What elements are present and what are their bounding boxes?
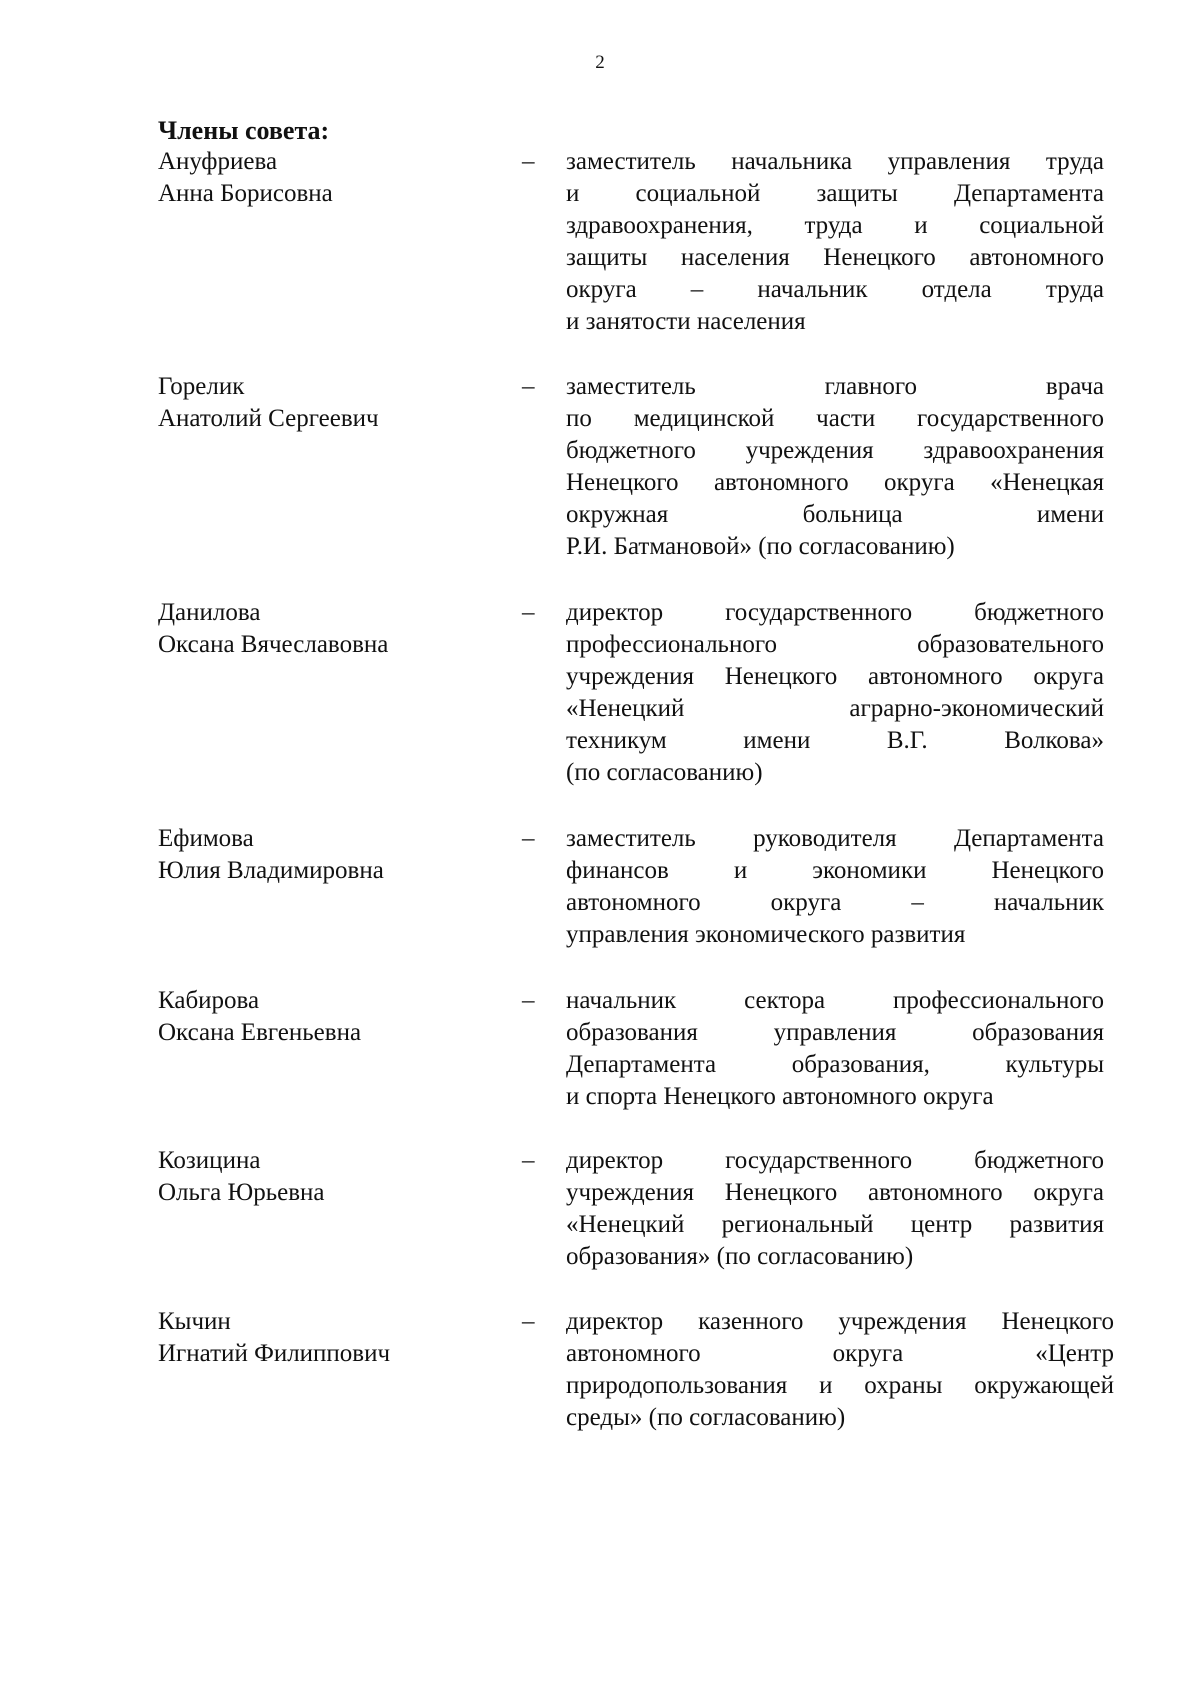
member-role	[566, 1306, 1114, 1434]
role-line: техникум имени В.Г. Волкова»	[566, 727, 1104, 754]
role-line: «Ненецкий аграрно-экономический	[566, 695, 1104, 722]
role-line: начальник сектора профессионального	[566, 987, 1104, 1014]
role-line: природопользования и охраны окружающей	[566, 1372, 1114, 1399]
member-name	[158, 1145, 498, 1209]
role-line: по медицинской части государственного	[566, 405, 1104, 432]
role-line: защиты населения Ненецкого автономного	[566, 244, 1104, 271]
role-line: образования» (по согласованию)	[566, 1243, 914, 1270]
member-name	[158, 146, 498, 210]
member-surname: Данилова	[158, 599, 261, 626]
member-role	[566, 823, 1104, 951]
role-line: автономного округа «Центр	[566, 1340, 1114, 1367]
member-given-name: Игнатий Филиппович	[158, 1340, 391, 1367]
role-line: округа – начальник отдела труда	[566, 276, 1104, 303]
member-name	[158, 371, 498, 435]
member-name	[158, 597, 498, 661]
role-line: образования управления образования	[566, 1019, 1104, 1046]
member-role	[566, 1145, 1104, 1273]
member-name	[158, 985, 498, 1049]
member-surname: Козицина	[158, 1147, 261, 1174]
role-line: учреждения Ненецкого автономного округа	[566, 663, 1104, 690]
member-given-name: Ольга Юрьевна	[158, 1179, 325, 1206]
member-name	[158, 1306, 498, 1370]
role-line: окружная больница имени	[566, 501, 1104, 528]
section-heading: Члены совета:	[158, 116, 330, 145]
role-line: автономного округа – начальник	[566, 889, 1104, 916]
role-line: и занятости населения	[566, 308, 806, 335]
role-line: заместитель начальника управления труда	[566, 148, 1104, 175]
member-surname: Кычин	[158, 1308, 231, 1335]
role-line: Департамента образования, культуры	[566, 1051, 1104, 1078]
member-surname: Ануфриева	[158, 148, 278, 175]
role-line: «Ненецкий региональный центр развития	[566, 1211, 1104, 1238]
member-dash: –	[522, 599, 535, 626]
role-line: учреждения Ненецкого автономного округа	[566, 1179, 1104, 1206]
role-line: директор государственного бюджетного	[566, 1147, 1104, 1174]
page-number: 2	[595, 52, 605, 73]
role-line: Ненецкого автономного округа «Ненецкая	[566, 469, 1104, 496]
role-line: директор государственного бюджетного	[566, 599, 1104, 626]
role-line: директор казенного учреждения Ненецкого	[566, 1308, 1114, 1335]
role-line: управления экономического развития	[566, 921, 966, 948]
role-line: среды» (по согласованию)	[566, 1404, 846, 1431]
member-dash: –	[522, 148, 535, 175]
member-dash: –	[522, 825, 535, 852]
member-role	[566, 146, 1104, 338]
member-dash: –	[522, 373, 535, 400]
member-dash: –	[522, 1147, 535, 1174]
member-surname: Кабирова	[158, 987, 260, 1014]
member-surname: Ефимова	[158, 825, 254, 852]
member-role	[566, 371, 1104, 563]
role-line: бюджетного учреждения здравоохранения	[566, 437, 1104, 464]
member-given-name: Оксана Вячеславовна	[158, 631, 389, 658]
member-dash: –	[522, 987, 535, 1014]
role-line: и спорта Ненецкого автономного округа	[566, 1083, 994, 1110]
member-given-name: Анна Борисовна	[158, 180, 333, 207]
member-role	[566, 985, 1104, 1113]
member-dash: –	[522, 1308, 535, 1335]
role-line: Р.И. Батмановой» (по согласованию)	[566, 533, 955, 560]
role-line: финансов и экономики Ненецкого	[566, 857, 1104, 884]
member-name	[158, 823, 498, 887]
member-given-name: Юлия Владимировна	[158, 857, 384, 884]
member-given-name: Анатолий Сергеевич	[158, 405, 379, 432]
role-line: заместитель руководителя Департамента	[566, 825, 1104, 852]
role-line: заместитель главного врача	[566, 373, 1104, 400]
role-line: здравоохранения, труда и социальной	[566, 212, 1104, 239]
member-surname: Горелик	[158, 373, 245, 400]
role-line: профессионального образовательного	[566, 631, 1104, 658]
role-line: (по согласованию)	[566, 759, 763, 786]
role-line: и социальной защиты Департамента	[566, 180, 1104, 207]
member-role	[566, 597, 1104, 789]
member-given-name: Оксана Евгеньевна	[158, 1019, 362, 1046]
